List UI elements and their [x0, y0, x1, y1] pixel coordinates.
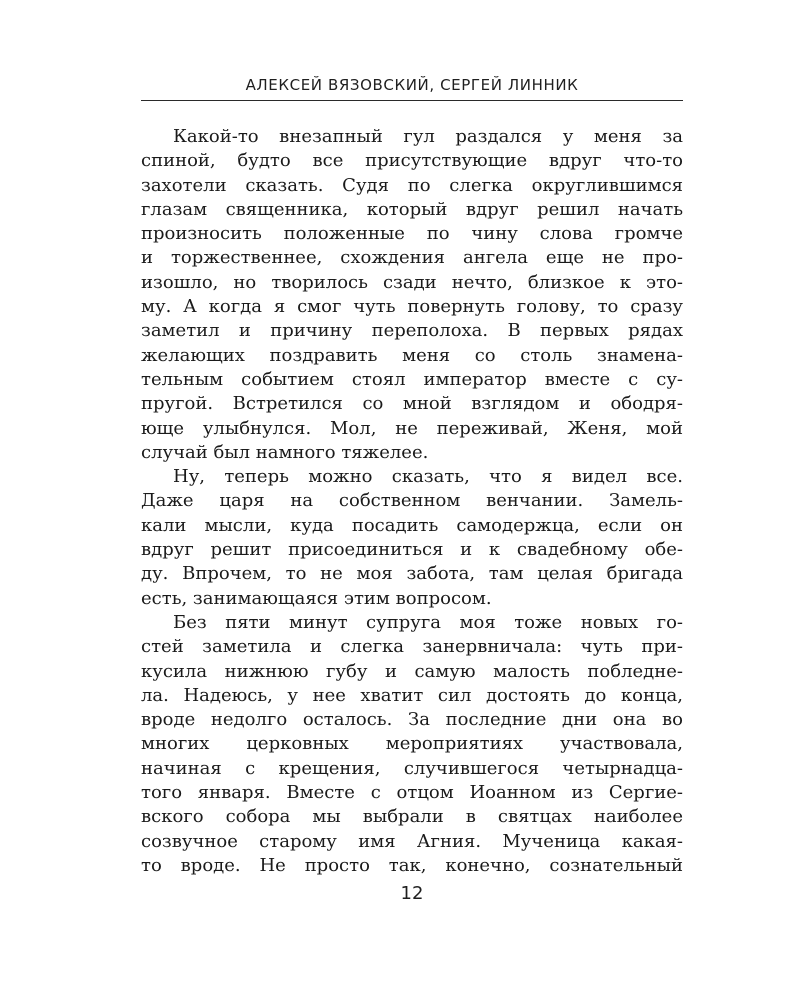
text-line: вдруг решит присоединиться и к свадебному обе- [141, 539, 683, 561]
text-line: начиная с крещения, случившегося четырнадца- [141, 757, 683, 779]
running-head: АЛЕКСЕЙ ВЯЗОВСКИЙ, СЕРГЕЙ ЛИННИК [245, 76, 579, 94]
text-line: кали мысли, куда посадить самодержца, если он [141, 514, 683, 536]
text-line: пругой. Встретился со мной взглядом и ободря- [141, 393, 683, 415]
text-line: Ну, теперь можно сказать, что я видел все. [173, 466, 683, 488]
text-line: изошло, но творилось сзади нечто, близкое к это- [141, 271, 683, 293]
text-line: ду. Впрочем, то не моя забота, там целая бригада [141, 563, 683, 585]
text-line: Какой-то внезапный гул раздался у меня за [173, 126, 683, 147]
text-line: тельным событием стоял император вместе с су- [141, 368, 683, 390]
text-line: многих церковных мероприятиях участвовала, [141, 733, 683, 755]
text-line: есть, занимающаяся этим вопросом. [141, 587, 492, 609]
text-line: желающих поздравить меня со столь знамена- [141, 344, 683, 366]
text-line: Без пяти минут супруга моя тоже новых го- [173, 611, 683, 633]
page-number: 12 [400, 883, 424, 904]
text-line: ла. Надеюсь, у нее хватит сил достоять до конца, [141, 684, 683, 706]
text-line: юще улыбнулся. Мол, не переживай, Женя, мой [141, 417, 683, 439]
text-line: заметил и причину переполоха. В первых рядах [141, 320, 683, 342]
text-line: глазам священника, который вдруг решил начать [141, 198, 683, 220]
text-line: стей заметила и слегка занервничала: чуть при- [141, 636, 683, 658]
text-line: созвучное старому имя Агния. Мученица какая- [141, 830, 683, 852]
text-line: Даже царя на собственном венчании. Замель- [141, 490, 683, 512]
text-line: произносить положенные по чину слова громче [141, 223, 683, 245]
text-line: того января. Вместе с отцом Иоанном из Сергие- [141, 782, 683, 804]
text-line: то вроде. Не просто так, конечно, сознательный [141, 854, 683, 876]
text-line: кусила нижнюю губу и самую малость побледне- [141, 660, 683, 682]
text-line: вроде недолго осталось. За последние дни она во [141, 709, 683, 731]
text-line: случай был намного тяжелее. [141, 441, 429, 463]
header-rule [141, 100, 683, 101]
text-line: и торжественнее, схождения ангела еще не про- [141, 247, 683, 269]
text-line: спиной, будто все присутствующие вдруг что-то [141, 150, 683, 172]
text-line: вского собора мы выбрали в святцах наиболее [141, 806, 683, 828]
text-line: захотели сказать. Судя по слегка округлившимся [141, 174, 683, 196]
body-text [141, 125, 683, 878]
text-line: му. А когда я смог чуть повернуть голову, то сразу [141, 296, 683, 318]
